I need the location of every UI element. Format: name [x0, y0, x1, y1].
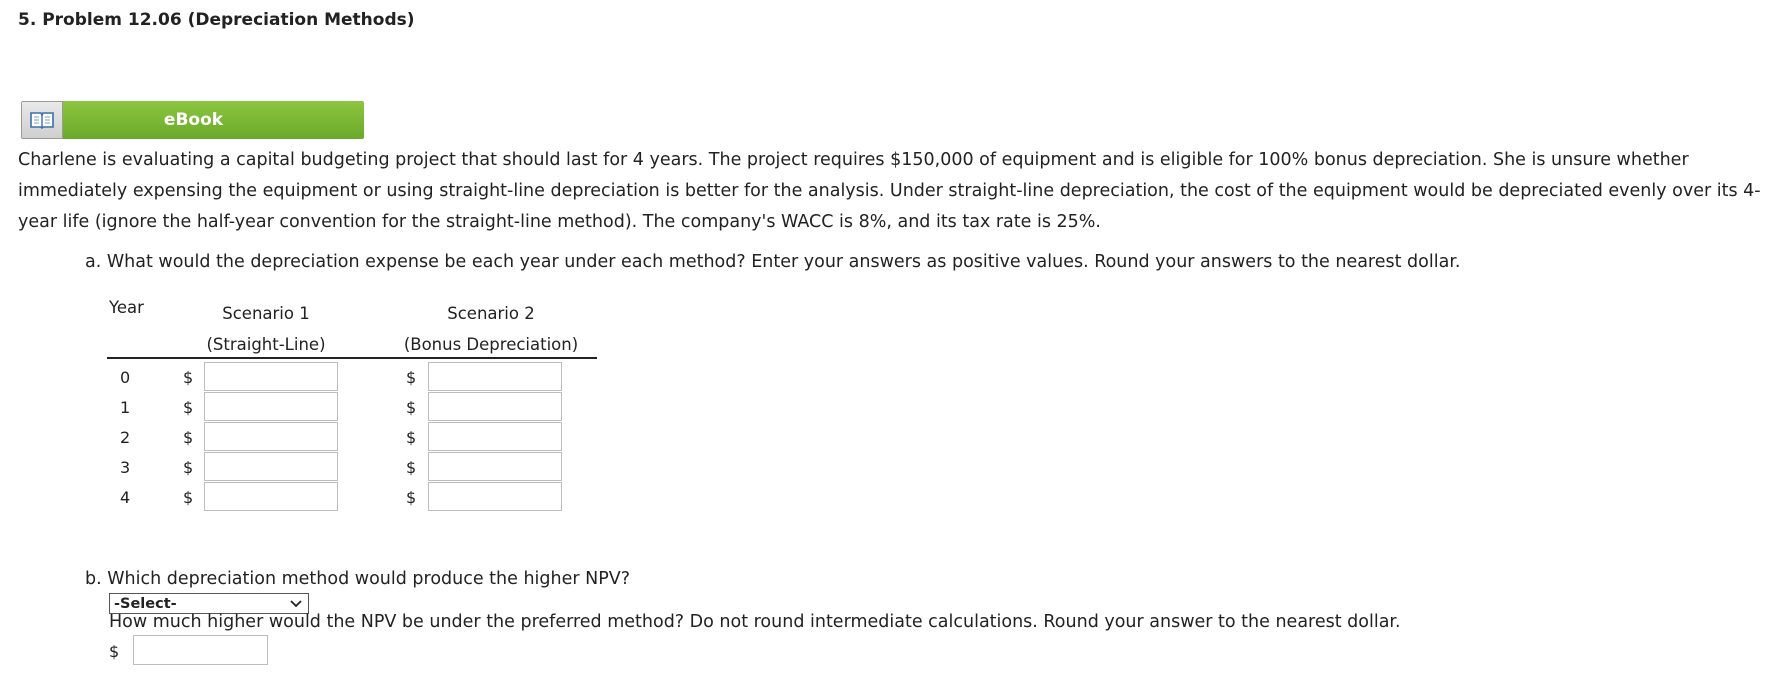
npv-method-select[interactable] [109, 593, 309, 614]
part-b-followup: How much higher would the NPV be under the preferred method? Do not round intermediate calculations. Round your answer to the nearest dollar. [109, 612, 1401, 632]
book-icon [21, 101, 63, 139]
year-label: 3 [120, 458, 131, 477]
scenario2-input-year1[interactable] [428, 392, 562, 421]
scenario2-input-year4[interactable] [428, 482, 562, 511]
year-label: 1 [120, 398, 131, 417]
scenario1-input-year1[interactable] [204, 392, 338, 421]
chevron-down-icon [290, 596, 302, 612]
scenario2-input-year2[interactable] [428, 422, 562, 451]
scenario1-input-year4[interactable] [204, 482, 338, 511]
scenario2-subtitle: (Bonus Depreciation) [403, 335, 579, 354]
currency-symbol: $ [109, 642, 120, 661]
part-b-question: b. Which depreciation method would produce the higher NPV? [85, 569, 631, 589]
col-scenario2-header [387, 298, 595, 360]
ebook-button[interactable] [21, 101, 364, 139]
ebook-label: eBook [63, 101, 364, 139]
problem-intro: Charlene is evaluating a capital budgeting project that should last for 4 years. The project requires $150,000 of equipment and is eligible for 100% bonus depreciation. She is unsure whether immediately expensing the equipment or using straight-line depreciation is better for the analysis. Under straight-line depreciation, the cost of the equipment would be depreciated evenly over its 4-year life (ignore the half-year convention for the straight-line method). The company's WACC is 8%, and its tax rate is 25%. [18, 150, 1761, 232]
scenario1-input-year3[interactable] [204, 452, 338, 481]
table-header-rule [107, 357, 597, 359]
currency-symbol: $ [406, 428, 417, 447]
scenario1-input-year0[interactable] [204, 362, 338, 391]
problem-title: 5. Problem 12.06 (Depreciation Methods) [18, 10, 415, 30]
select-value: -Select- [114, 595, 177, 612]
currency-symbol: $ [183, 368, 194, 387]
col-year-header: Year [109, 298, 144, 317]
currency-symbol: $ [183, 428, 194, 447]
currency-symbol: $ [183, 488, 194, 507]
npv-difference-input[interactable] [133, 635, 268, 665]
scenario2-input-year3[interactable] [428, 452, 562, 481]
scenario2-title: Scenario 2 [447, 304, 535, 323]
scenario1-subtitle: (Straight-Line) [206, 335, 326, 354]
currency-symbol: $ [406, 368, 417, 387]
scenario1-title: Scenario 1 [222, 304, 310, 323]
year-label: 4 [120, 488, 131, 507]
scenario1-input-year2[interactable] [204, 422, 338, 451]
col-scenario1-header [196, 298, 336, 360]
year-label: 0 [120, 368, 131, 387]
part-a-question: a. What would the depreciation expense be each year under each method? Enter your answers as positive values. Round your answers to the nearest dollar. [85, 252, 1461, 272]
currency-symbol: $ [406, 488, 417, 507]
currency-symbol: $ [406, 458, 417, 477]
currency-symbol: $ [183, 458, 194, 477]
currency-symbol: $ [406, 398, 417, 417]
year-label: 2 [120, 428, 131, 447]
scenario2-input-year0[interactable] [428, 362, 562, 391]
currency-symbol: $ [183, 398, 194, 417]
